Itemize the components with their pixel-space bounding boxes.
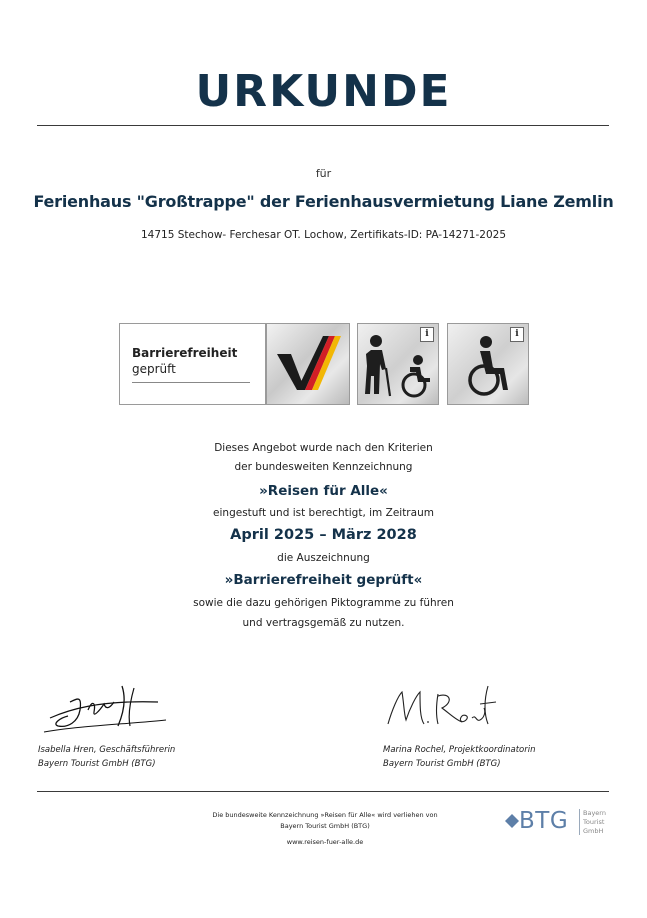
award-name: »Barrierefreiheit geprüft«: [224, 572, 423, 588]
right-signatory-company: Bayern Tourist GmbH (BTG): [383, 759, 501, 769]
left-signatory-company: Bayern Tourist GmbH (BTG): [38, 759, 156, 769]
btg-diamond-icon: [505, 814, 519, 828]
info-icon: i: [510, 327, 524, 342]
header-divider: [37, 125, 609, 126]
statement-line-5: sowie die dazu gehörigen Piktogramme zu führen: [193, 597, 454, 609]
right-signature-image: [380, 680, 510, 740]
statement-line-4: die Auszeichnung: [277, 552, 370, 564]
footer-line-2: Bayern Tourist GmbH (BTG): [280, 822, 370, 830]
statement-line-1: Dieses Angebot wurde nach den Kriterien: [214, 442, 433, 454]
info-icon: i: [420, 327, 434, 342]
recipient-prefix: für: [315, 167, 332, 180]
recipient-address: 14715 Stechow- Ferchesar OT. Lochow, Zertifikats-ID: PA-14271-2025: [140, 229, 506, 241]
certificate-title: URKUNDE: [195, 66, 452, 117]
left-signature-image: [38, 680, 168, 740]
statement-line-2: der bundesweiten Kennzeichnung: [234, 461, 413, 473]
btg-logo-divider: [579, 809, 580, 835]
right-signatory-name: Marina Rochel, Projektkoordinatorin: [383, 745, 536, 755]
barrier-free-label-badge: [119, 323, 266, 405]
checkmark-logo-icon: [267, 324, 349, 404]
walking-pictogram-badge: [357, 323, 439, 405]
checkmark-badge: [266, 323, 350, 405]
badge-underline: [132, 382, 250, 383]
statement-line-6: und vertragsgemäß zu nutzen.: [242, 617, 405, 629]
btg-logo-sub-3: GmbH: [583, 827, 604, 835]
footer-divider: [37, 791, 609, 792]
btg-logo-text: BTG: [519, 808, 569, 834]
program-name: »Reisen für Alle«: [259, 483, 388, 499]
validity-period: April 2025 – März 2028: [230, 527, 417, 543]
recipient-name: Ferienhaus "Großtrappe" der Ferienhausvermietung Liane Zemlin: [33, 192, 614, 211]
wheelchair-pictogram-badge: [447, 323, 529, 405]
btg-logo-sub-2: Tourist: [583, 818, 605, 826]
statement-line-3: eingestuft und ist berechtigt, im Zeitraum: [213, 507, 434, 519]
badge-text-line1: Barrierefreiheit: [132, 346, 238, 360]
badge-text-line2: geprüft: [132, 362, 176, 376]
left-signatory-name: Isabella Hren, Geschäftsführerin: [38, 745, 176, 755]
btg-logo-sub-1: Bayern: [583, 809, 606, 817]
footer-line-1: Die bundesweite Kennzeichnung »Reisen für Alle« wird verliehen von: [212, 811, 438, 819]
footer-url: www.reisen-fuer-alle.de: [286, 838, 364, 846]
